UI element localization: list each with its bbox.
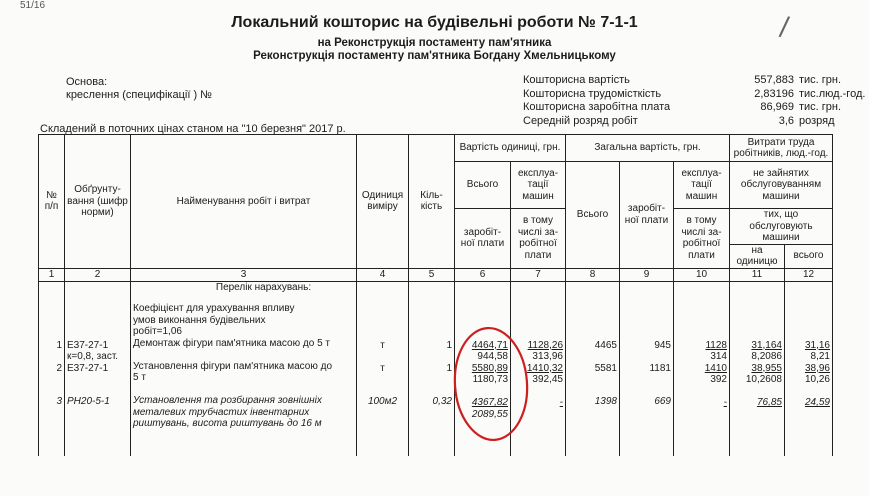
cost-name: Кошторисна вартість (523, 74, 630, 86)
col-number: 12 (785, 268, 833, 281)
header-basis: Обґрунту- вання (шифр норми) (65, 135, 131, 269)
header-machine-ops-total: експлуа- тації машин (674, 162, 730, 209)
row-unit-wages: 944,58 (477, 351, 508, 362)
col-number: 1 (39, 268, 65, 281)
header-serving: тих, що обслуговують машини (730, 209, 833, 245)
row-num: 1 (56, 339, 62, 351)
row-code: Е37-27-1 (67, 339, 109, 351)
col-qty-cells (409, 281, 455, 456)
col-number: 5 (409, 268, 455, 281)
row-total-wages: 669 (654, 396, 671, 407)
row-labor-total: 38,96 (804, 362, 830, 374)
row-labor-unit: 31,164 (751, 339, 782, 351)
col-labor-unit-cells (730, 281, 785, 456)
document-subtitle: на Реконструкція постаменту пам'ятника (317, 37, 552, 49)
cost-summary-row (523, 74, 853, 88)
col-number: 6 (455, 268, 511, 281)
row-name: Установлення та розбирання зовнішніх металевих трубчастих інвентарних риштувань, висота риштувань до 16 м (133, 395, 322, 429)
header-unit: Одиниця виміру (357, 135, 409, 269)
cost-value: 557,883 (754, 74, 794, 86)
header-num: № п/п (39, 135, 65, 269)
row-unit: т (380, 362, 385, 374)
row-machine-cost: 1410,32 (526, 362, 563, 374)
cost-value: 3,6 (778, 114, 794, 127)
document-title: Локальний кошторис на будівельні роботи № 7-1-1 (231, 14, 638, 31)
row-unit: 100м2 (367, 396, 398, 407)
cost-summary-row (523, 87, 866, 102)
row-name: Установлення фігури пам'ятника масою до (133, 360, 333, 372)
header-all: Всього (455, 162, 511, 209)
col-number: 3 (131, 268, 357, 281)
header-name: Найменування робіт і витрат (131, 135, 357, 269)
header-wages: заробіт- ної плати (455, 209, 511, 269)
basis-label: Основа: (66, 76, 108, 88)
header-per-unit: на одиницю (730, 244, 785, 268)
estimate-table (38, 134, 833, 456)
handwritten-mark: / (777, 11, 791, 43)
row-unit: т (380, 339, 385, 351)
row-unit-wages: 2089,55 (471, 408, 508, 420)
row-qty: 1 (446, 339, 452, 351)
row-name-cont: 5 т (133, 372, 146, 383)
header-total-cost: Загальна вартість, грн. (566, 135, 730, 162)
row-code: РН20-5-1 (67, 396, 110, 407)
row-total-machine: 1128 (705, 339, 727, 351)
row-total-wages: 1181 (649, 362, 671, 374)
header-all-total: Всього (566, 162, 620, 269)
row-total: 1398 (594, 396, 617, 407)
cost-name: Середній розряд робіт (523, 114, 638, 127)
col-number: 10 (674, 268, 730, 281)
header-qty: Кіль- кість (409, 135, 455, 269)
col-number: 2 (65, 268, 131, 281)
header-machine-ops: експлуа- тації машин (511, 162, 566, 209)
col-number: 7 (511, 268, 566, 281)
header-labor: Витрати труда робітників, люд.-год. (730, 135, 833, 162)
row-unit-cost: 4367,82 (471, 397, 508, 408)
header-incl-wages-total: в тому числі за- робітної плати (674, 209, 730, 269)
col-name-cells (131, 281, 357, 456)
cost-unit: розряд (799, 114, 835, 127)
page-number: 51/16 (20, 0, 46, 11)
row-total: 4465 (594, 339, 617, 351)
row-labor-unit-serving: 8,2086 (751, 351, 782, 362)
row-code-note: к=0,8, заст. (67, 351, 119, 362)
cost-unit: тис.люд.-год. (799, 87, 866, 100)
header-not-engaged: не зайнятих обслуговуванням машини (730, 162, 833, 209)
compiled-note: Складений в поточних цінах станом на "10 березня" 2017 р. (40, 123, 346, 135)
row-num: 2 (56, 362, 62, 374)
cost-summary-row (523, 101, 853, 115)
row-labor-total: 31,16 (804, 339, 830, 351)
col-number: 8 (566, 268, 620, 281)
cost-unit: тис. грн. (799, 101, 842, 113)
row-unit-wages: 1180,73 (472, 374, 508, 385)
header-total: всього (785, 244, 833, 268)
header-wages-total: заробіт- ної плати (620, 162, 674, 269)
row-labor-total-serving: 10,26 (804, 374, 830, 385)
col-number: 4 (357, 268, 409, 281)
row-total-wages: 945 (654, 339, 671, 351)
row-machine-cost: 1128,26 (527, 339, 563, 351)
col-total-cells (566, 281, 620, 456)
row-total-machine: - (723, 397, 727, 408)
col-unit-cells (357, 281, 409, 456)
row-total-machine-wages: 392 (710, 374, 727, 385)
drawings-label: креслення (специфікації ) № (66, 89, 212, 101)
cost-value: 86,969 (760, 101, 794, 113)
row-labor-total-serving: 8,21 (810, 351, 830, 362)
col-basis-cells (65, 281, 131, 456)
row-num: 3 (56, 396, 62, 407)
cost-summary (523, 74, 866, 128)
document-subtitle-object: Реконструкція постаменту пам'ятника Богдану Хмельницькому (253, 50, 616, 62)
col-unit-all-cells (455, 281, 511, 456)
row-total: 5581 (594, 362, 617, 374)
col-number: 9 (620, 268, 674, 281)
col-number: 11 (730, 268, 785, 281)
row-labor-unit: 76,85 (756, 397, 782, 408)
row-total-machine-wages: 314 (710, 351, 727, 362)
row-labor-total: 24,59 (804, 397, 830, 408)
row-machine-cost: - (559, 397, 563, 408)
header-incl-wages: в тому числі за- робітної плати (511, 209, 566, 269)
cost-name: Кошторисна заробітна плата (523, 101, 671, 113)
row-code: Е37-27-1 (67, 362, 109, 374)
row-qty: 1 (446, 362, 452, 374)
row-labor-unit-serving: 10,2608 (745, 374, 782, 385)
cost-value: 2,83196 (754, 87, 794, 100)
row-labor-unit: 38,955 (751, 362, 782, 374)
col-total-machine-cells (674, 281, 730, 456)
row-unit-cost: 5580,89 (471, 362, 508, 374)
row-qty: 0,32 (432, 396, 452, 407)
col-total-wages-cells (620, 281, 674, 456)
col-unit-machine-cells (511, 281, 566, 456)
cost-name: Кошторисна трудомісткість (523, 87, 662, 100)
row-machine-wages: 313,96 (532, 351, 563, 362)
header-unit-cost: Вартість одиниці, грн. (455, 135, 566, 162)
cost-unit: тис. грн. (799, 74, 842, 86)
row-total-machine: 1410 (704, 362, 727, 374)
col-labor-total-cells (785, 281, 833, 456)
row-machine-wages: 392,45 (532, 374, 563, 385)
row-name: Демонтаж фігури пам'ятника масою до 5 т (133, 337, 330, 349)
row-unit-cost: 4464,71 (471, 339, 508, 351)
cost-summary-row (523, 115, 853, 129)
coefficient-text: Коефіцієнт для урахування впливу умов виконання будівельних робіт=1,06 (133, 303, 295, 337)
col-num-cells (39, 281, 65, 456)
section-title: Перелік нарахувань: (215, 281, 312, 293)
